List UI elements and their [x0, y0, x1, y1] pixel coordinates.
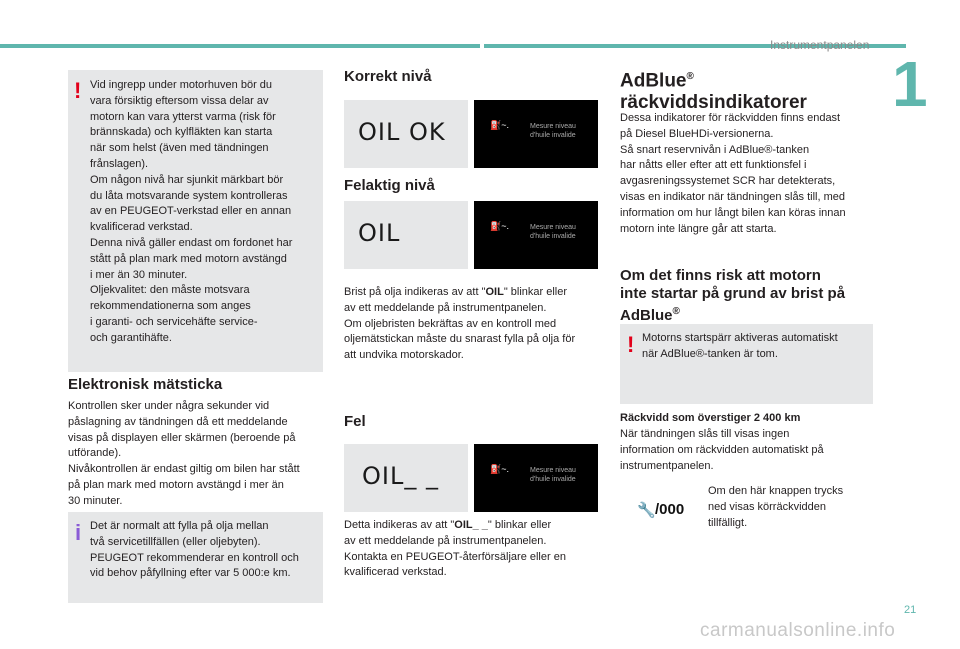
wrench-icon: 🔧 [637, 502, 656, 519]
info-text: Det är normalt att fylla på olja mellan två servicetillfällen (eller oljebyten). PEUGEOT rekommenderar en kontroll och vid behov påfyllning efter var 5 000:e km. [90, 520, 299, 580]
watermark: carmanualsonline.info [700, 620, 896, 641]
range-text: När tändningen slås till visas ingen information om räckvidden automatiskt på instrumentpanelen. [620, 428, 824, 472]
risk-heading-text: Om det finns risk att motorn inte startar på grund av brist på AdBlue [620, 267, 846, 324]
header-bar-left [0, 44, 480, 48]
risk-heading [620, 267, 845, 325]
warning-exclamation-icon: ! [627, 332, 635, 357]
correct-level-heading: Korrekt nivå [344, 68, 432, 85]
screen-message: Mesure niveau d'huile invalide [530, 123, 576, 139]
fault-text-bold: OIL_ _ [454, 519, 488, 531]
warning-exclamation-icon: ! [74, 78, 82, 103]
range-button-label: /000 [655, 501, 685, 518]
fault-text-part2: " blinkar eller av ett meddelande på instrumentpanelen. Kontakta en PEUGEOT-återförsäljare eller en kvalificerad verkstad. [344, 519, 566, 579]
range-heading: Räckvidd som överstiger 2 400 km [620, 412, 801, 424]
screen-message: Mesure niveau d'huile invalide [530, 467, 576, 483]
wrong-text-part1: Brist på olja indikeras av att " [344, 286, 486, 298]
info-icon: i [75, 520, 82, 545]
fault-text-part1: Detta indikeras av att " [344, 519, 455, 531]
wrong-text-part2: " blinkar eller av ett meddelande på instrumentpanelen. Om oljebristen bekräftas av en kontroll med oljemätstickan måste du snarast fylla på olja för att undvika motorskador. [344, 286, 576, 362]
oil-fault-label: OIL_ _ [362, 462, 439, 490]
adblue-intro: Dessa indikatorer för räckvidden finns endast på Diesel BlueHDi-versionerna. Så snart reservnivån i AdBlue®-tanken har nåtts eller efter att ett funktionsfel i avgasreningssystemet SCR har detekterats, visas en indikator när tändningen slås till, med information om hur långt bilen kan köras innan motorn inte längre går att starta. [620, 112, 846, 235]
warning-text: Vid ingrepp under motorhuven bör du vara försiktig eftersom vissa delar av motorn kan vara ytterst varma (risk för brännskada) och kylfläkten kan starta när som helst (även med tändningen frånslagen). Om någon nivå har sjunkit märkbart bör du låta motsvarande system kontrolleras av en PEUGEOT-verkstad eller en annan kvalificerad verkstad. Denna nivå gäller endast om fordonet har stått på plan mark med motorn avstängd i mer än 30 minuter. Oljekvalitet: den måste motsvara rekommendationerna som anges i garanti- och servicehäfte service- och garantihäfte. [90, 79, 293, 344]
fault-heading: Fel [344, 413, 366, 430]
oil-can-icon: ⛽~. [490, 120, 509, 130]
oil-display [344, 201, 468, 269]
registered-mark: ® [672, 306, 680, 317]
range-button-text: Om den här knappen trycks ned visas körräckvidden tillfälligt. [708, 485, 844, 529]
adblue-warning-text: Motorns startspärr aktiveras automatiskt när AdBlue®-tanken är tom. [642, 332, 838, 360]
electronic-dipstick-body: Kontrollen sker under några sekunder vid påslagning av tändningen då ett meddelande visas på displayen eller skärmen (beroende på utförande). Nivåkontrollen är endast giltig om bilen har stått på plan mark med motorn avstängd i mer än 30 minuter. [68, 400, 300, 507]
adblue-title-a: AdBlue [620, 70, 687, 92]
wrong-level-text [344, 285, 604, 364]
adblue-title-b: räckviddsindikatorer [620, 92, 807, 114]
wrong-text-bold: OIL [485, 286, 504, 298]
adblue-title [620, 66, 807, 114]
oil-can-icon: ⛽~. [490, 221, 509, 231]
oil-can-icon: ⛽~. [490, 464, 509, 474]
header-title: Instrumentpanelen [770, 38, 870, 52]
oil-ok-display [344, 100, 468, 168]
oil-label: OIL [358, 219, 401, 247]
oil-ok-label: OIL OK [358, 118, 446, 146]
fault-text [344, 518, 604, 581]
page-number: 21 [904, 604, 917, 616]
oil-ok-screen [474, 100, 598, 168]
registered-mark: ® [686, 71, 694, 82]
electronic-dipstick-heading: Elektronisk mätsticka [68, 376, 223, 393]
oil-fault-screen [474, 444, 598, 512]
oil-wrong-screen [474, 201, 598, 269]
screen-message: Mesure niveau d'huile invalide [530, 224, 576, 240]
wrong-level-heading: Felaktig nivå [344, 177, 435, 194]
oil-fault-display [344, 444, 468, 512]
chapter-number: 1 [892, 48, 928, 120]
